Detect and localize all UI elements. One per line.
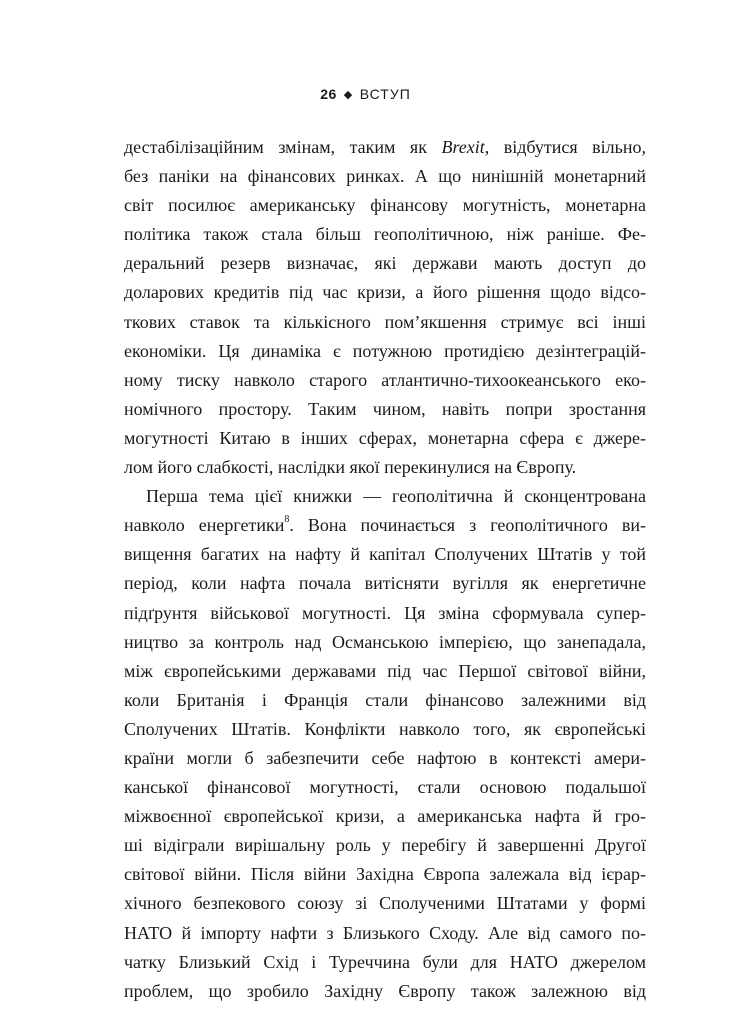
page-number: 26 xyxy=(320,86,337,102)
text-line: деральний резерв визначає, які держави мають доступ до xyxy=(124,253,646,274)
text-line: лом його слабкості, наслідки якої перекинулися на Європу. xyxy=(124,457,577,478)
text-line: ткових ставок та кількісного пом’якшення стримує всі інші xyxy=(124,311,646,332)
text-line: без паніки на фінансових ринках. А що нинішній монетарний xyxy=(124,166,646,187)
text-line: НАТО й імпорту нафти з Близького Сходу. Але від самого по- xyxy=(124,922,646,943)
text-line: період, коли нафта почала витісняти вугілля як енергетичне xyxy=(124,573,646,594)
emphasis-brexit: Brexit xyxy=(441,137,485,157)
text-line: проблем, що зробило Західну Європу також залежною від xyxy=(124,980,646,1001)
text-line: дестабілізаційним змінам, таким як Brexit, відбутися вільно, xyxy=(124,137,646,157)
text-line: економіки. Ця динаміка є потужною протидією дезінтеграцій- xyxy=(124,340,646,361)
text-line: світової війни. Після війни Західна Європа залежала від ієрар- xyxy=(124,864,646,885)
text-line: ництво за контроль над Османською імперією, що занепадала, xyxy=(124,631,646,652)
text-line: ші відіграли вирішальну роль у перебігу й завершенні Другої xyxy=(124,835,646,856)
text-line: чатку Близький Схід і Туреччина були для НАТО джерелом xyxy=(124,951,646,972)
text-line: вищення багатих на нафту й капітал Сполучених Штатів у той xyxy=(124,544,646,565)
body-text xyxy=(124,133,646,1006)
text-line: світ посилює американську фінансову могутність, монетарна xyxy=(124,195,646,216)
running-head xyxy=(0,84,731,106)
text-line: підґрунтя військової могутності. Ця зміна сформувала супер- xyxy=(124,602,646,623)
paragraph-first-line: Перша тема цієї книжки — геополітична й сконцентрована xyxy=(146,486,646,507)
section-title: ВСТУП xyxy=(359,86,411,102)
text-line: політика також стала більш геополітичною, ніж раніше. Фе- xyxy=(124,224,646,245)
text-line: доларових кредитів під час кризи, а його рішення щодо відсо- xyxy=(124,282,646,303)
text-line: коли Британія і Франція стали фінансово залежними від xyxy=(124,689,646,710)
text-line: навколо енергетики$^8$. Вона починається з геополітичного ви- xyxy=(124,514,646,536)
text-line: ному тиску навколо старого атлантично-тихоокеанського еко- xyxy=(124,369,646,390)
text-line: номічного простору. Таким чином, навіть попри зростання xyxy=(124,398,646,419)
diamond-separator-icon: ◆ xyxy=(343,89,353,101)
text-line: між європейськими державами під час Першої світової війни, xyxy=(124,660,646,681)
text-line: міжвоєнної європейської кризи, а американська нафта й гро- xyxy=(124,806,646,827)
footnote-ref: 8 xyxy=(284,514,290,526)
text-line: Сполучених Штатів. Конфлікти навколо того, як європейські xyxy=(124,718,646,739)
text-line: канської фінансової могутності, стали основою подальшої xyxy=(124,777,646,798)
text-line: країни могли б забезпечити себе нафтою в контексті амери- xyxy=(124,747,646,768)
text-line: хічного безпекового союзу зі Сполученими Штатами у формі xyxy=(124,893,646,914)
text-line: могутності Китаю в інших сферах, монетарна сфера є джере- xyxy=(124,427,646,448)
